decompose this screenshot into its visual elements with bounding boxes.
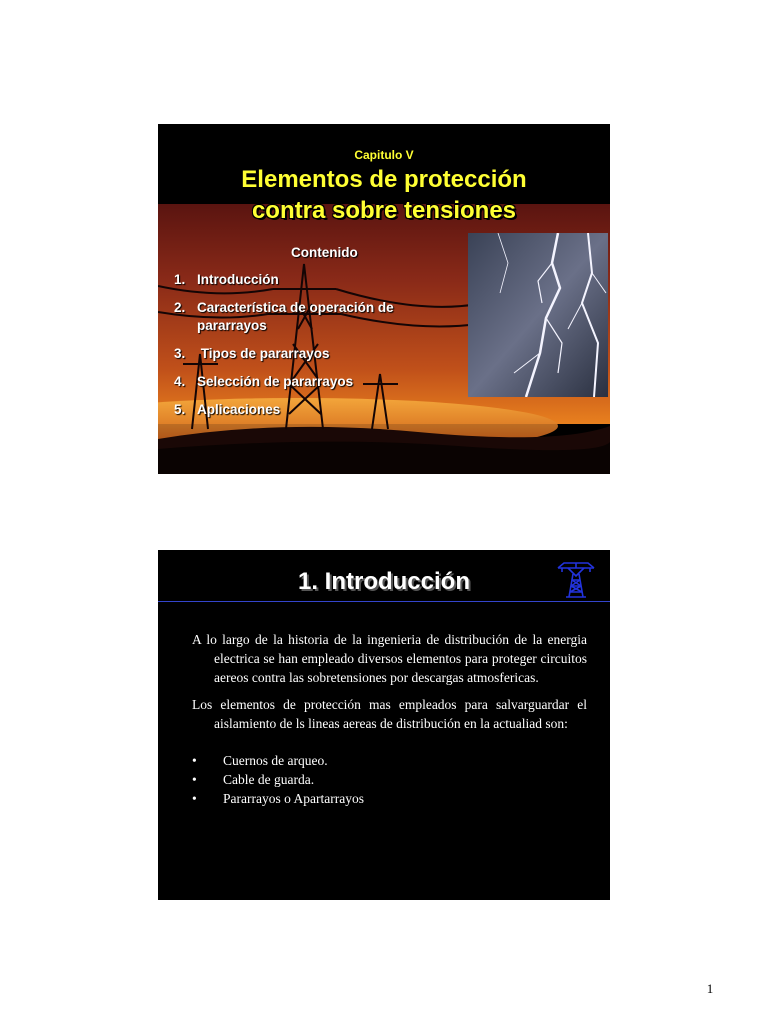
item-number: 2. <box>174 300 186 315</box>
item-number: 4. <box>174 374 186 389</box>
item-number: 1. <box>174 272 186 287</box>
body-paragraph: Los elementos de protección mas empleados para salvarguardar el aislamiento de ls lineas aereas de distribución en la actualiad son: <box>192 697 587 731</box>
slide-chapter-cover <box>158 124 610 474</box>
item-number: 3. <box>174 346 186 361</box>
item-text: Introducción <box>197 272 279 287</box>
page-number: 1 <box>706 981 714 996</box>
item-text: Tipos de pararrayos <box>197 346 330 361</box>
bullet-item: • Pararrayos o Apartarrayos <box>192 789 587 808</box>
contents-item <box>174 401 280 419</box>
title-line-1: Elementos de protección <box>241 166 527 193</box>
contents-item <box>174 271 279 289</box>
contents-heading: Contenido <box>291 245 358 260</box>
contents-item <box>174 345 330 363</box>
contents-item <box>174 373 353 391</box>
body-paragraph: A lo largo de la historia de la ingenieria de distribución de la energia electrica se han empleado diversos elementos para proteger circuitos aereos contra las sobretensiones por descargas atmosfericas. <box>192 632 587 685</box>
lightning-photo <box>468 233 608 397</box>
item-text: Selección de pararrayos <box>197 374 354 389</box>
item-text: Aplicaciones <box>197 402 281 417</box>
contents-item <box>174 299 394 335</box>
bullet-item: • Cuernos de arqueo. <box>192 751 587 770</box>
title-underline <box>158 601 610 602</box>
item-text-continued: pararrayos <box>197 318 267 333</box>
item-number: 5. <box>174 402 186 417</box>
bullet-list <box>192 751 587 808</box>
slide-body <box>192 630 587 808</box>
item-text: Característica de operación de <box>197 300 394 315</box>
bullet-item: • Cable de guarda. <box>192 770 587 789</box>
slide-title: 1. Introducción <box>297 568 470 595</box>
slide-introduction <box>158 550 610 900</box>
transmission-tower-icon <box>556 560 596 600</box>
slide-title <box>158 164 610 226</box>
chapter-label: Capitulo V <box>354 148 414 162</box>
title-line-2: contra sobre tensiones <box>251 197 517 224</box>
